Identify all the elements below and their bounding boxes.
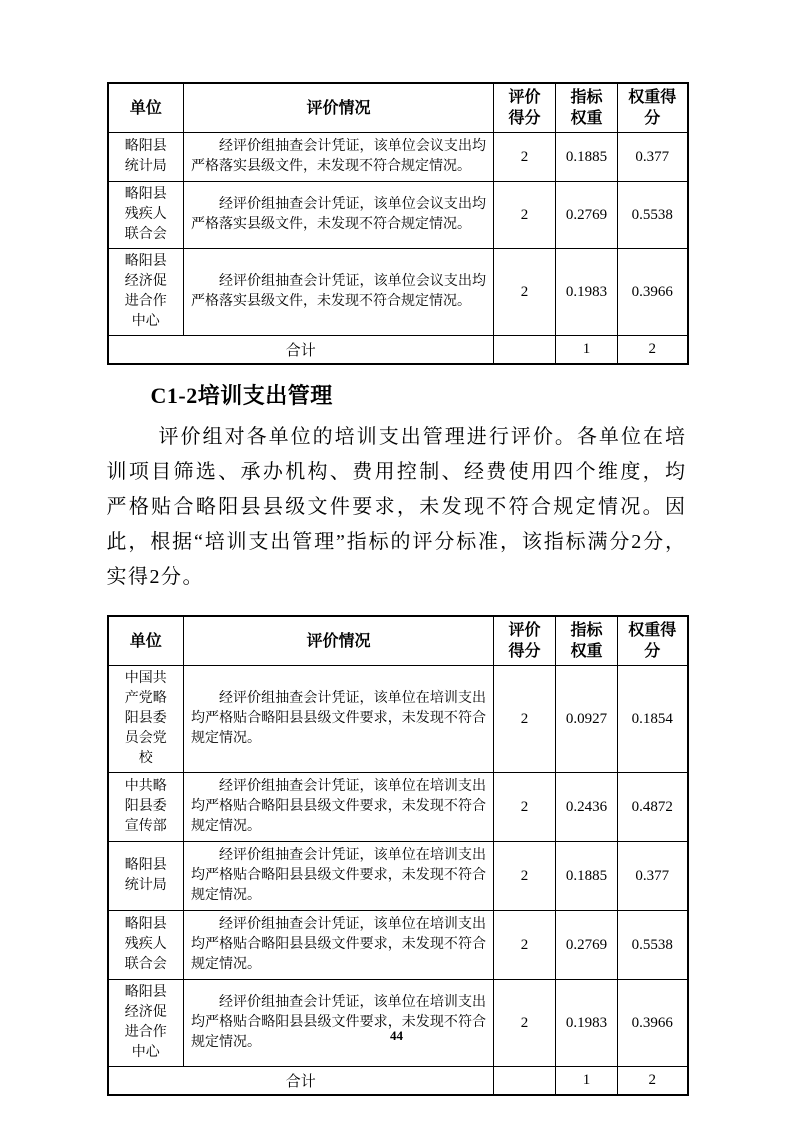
header-evaluation: 评价情况 [184,616,494,666]
total-score-cell [494,336,556,365]
total-weighted-score-cell: 2 [618,1067,688,1096]
weighted-score-cell: 0.5538 [618,911,688,980]
evaluation-cell: 经评价组抽查会计凭证，该单位在培训支出均严格贴合略阳县县级文件要求，未发现不符合规定情况。 [184,773,494,842]
table-row [108,182,688,249]
header-score: 评价得分 [494,83,556,133]
header-weighted-score: 权重得分 [618,616,688,666]
total-weighted-score-cell: 2 [618,336,688,365]
evaluation-cell: 经评价组抽查会计凭证，该单位在培训支出均严格贴合略阳县县级文件要求，未发现不符合规定情况。 [184,842,494,911]
evaluation-cell: 经评价组抽查会计凭证，该单位会议支出均严格落实县级文件，未发现不符合规定情况。 [184,133,494,182]
score-cell: 2 [494,182,556,249]
weighted-score-cell: 0.5538 [618,182,688,249]
score-cell: 2 [494,666,556,773]
section-paragraph: 评价组对各单位的培训支出管理进行评价。各单位在培训项目筛选、承办机构、费用控制、经费使用四个维度，均严格贴合略阳县县级文件要求，未发现不符合规定情况。因此，根据“培训支出管理”指标的评分标准，该指标满分2分，实得2分。 [106,426,687,588]
weight-cell: 0.1885 [556,842,618,911]
evaluation-cell: 经评价组抽查会计凭证，该单位在培训支出均严格贴合略阳县县级文件要求，未发现不符合规定情况。 [184,980,494,1067]
weighted-score-cell: 0.3966 [618,249,688,336]
weight-cell: 0.2769 [556,182,618,249]
table-total-row [108,1067,688,1096]
page-content [107,0,687,1096]
score-cell: 2 [494,773,556,842]
weight-cell: 0.1983 [556,980,618,1067]
score-cell: 2 [494,249,556,336]
unit-cell: 中国共产党略阳县委员会党校 [108,666,184,773]
score-cell: 2 [494,980,556,1067]
evaluation-cell: 经评价组抽查会计凭证，该单位会议支出均严格落实县级文件，未发现不符合规定情况。 [184,182,494,249]
table-row [108,249,688,336]
score-cell: 2 [494,133,556,182]
total-score-cell [494,1067,556,1096]
total-label-cell: 合计 [108,336,494,365]
weight-cell: 0.2436 [556,773,618,842]
total-weight-cell: 1 [556,1067,618,1096]
unit-cell: 略阳县经济促进合作中心 [108,249,184,336]
header-evaluation: 评价情况 [184,83,494,133]
meeting-expense-score-table [107,82,689,365]
unit-cell: 中共略阳县委宣传部 [108,773,184,842]
weight-cell: 0.0927 [556,666,618,773]
header-unit: 单位 [108,83,184,133]
score-cell: 2 [494,842,556,911]
table-row [108,666,688,773]
table-row [108,133,688,182]
header-unit: 单位 [108,616,184,666]
weighted-score-cell: 0.4872 [618,773,688,842]
spacer [107,605,687,615]
unit-cell: 略阳县统计局 [108,842,184,911]
weighted-score-cell: 0.3966 [618,980,688,1067]
header-weight: 指标权重 [556,83,618,133]
unit-cell: 略阳县残疾人联合会 [108,182,184,249]
table-row [108,980,688,1067]
unit-cell: 略阳县经济促进合作中心 [108,980,184,1067]
evaluation-cell: 经评价组抽查会计凭证，该单位在培训支出均严格贴合略阳县县级文件要求，未发现不符合规定情况。 [184,666,494,773]
weighted-score-cell: 0.377 [618,842,688,911]
weight-cell: 0.2769 [556,911,618,980]
unit-cell: 略阳县残疾人联合会 [108,911,184,980]
table-row [108,842,688,911]
score-cell: 2 [494,911,556,980]
weight-cell: 0.1983 [556,249,618,336]
table-row [108,773,688,842]
weighted-score-cell: 0.377 [618,133,688,182]
table-row [108,911,688,980]
section-heading: C1-2培训支出管理 [150,383,333,408]
total-weight-cell: 1 [556,336,618,365]
header-score: 评价得分 [494,616,556,666]
weighted-score-cell: 0.1854 [618,666,688,773]
table-header-row [108,83,688,133]
unit-cell: 略阳县统计局 [108,133,184,182]
header-weighted-score: 权重得分 [618,83,688,133]
evaluation-cell: 经评价组抽查会计凭证，该单位会议支出均严格落实县级文件，未发现不符合规定情况。 [184,249,494,336]
header-weight: 指标权重 [556,616,618,666]
table-header-row [108,616,688,666]
weight-cell: 0.1885 [556,133,618,182]
table-total-row [108,336,688,365]
evaluation-cell: 经评价组抽查会计凭证，该单位在培训支出均严格贴合略阳县县级文件要求，未发现不符合规定情况。 [184,911,494,980]
page-number: 44 [390,1028,403,1043]
training-expense-score-table [107,615,689,1096]
total-label-cell: 合计 [108,1067,494,1096]
